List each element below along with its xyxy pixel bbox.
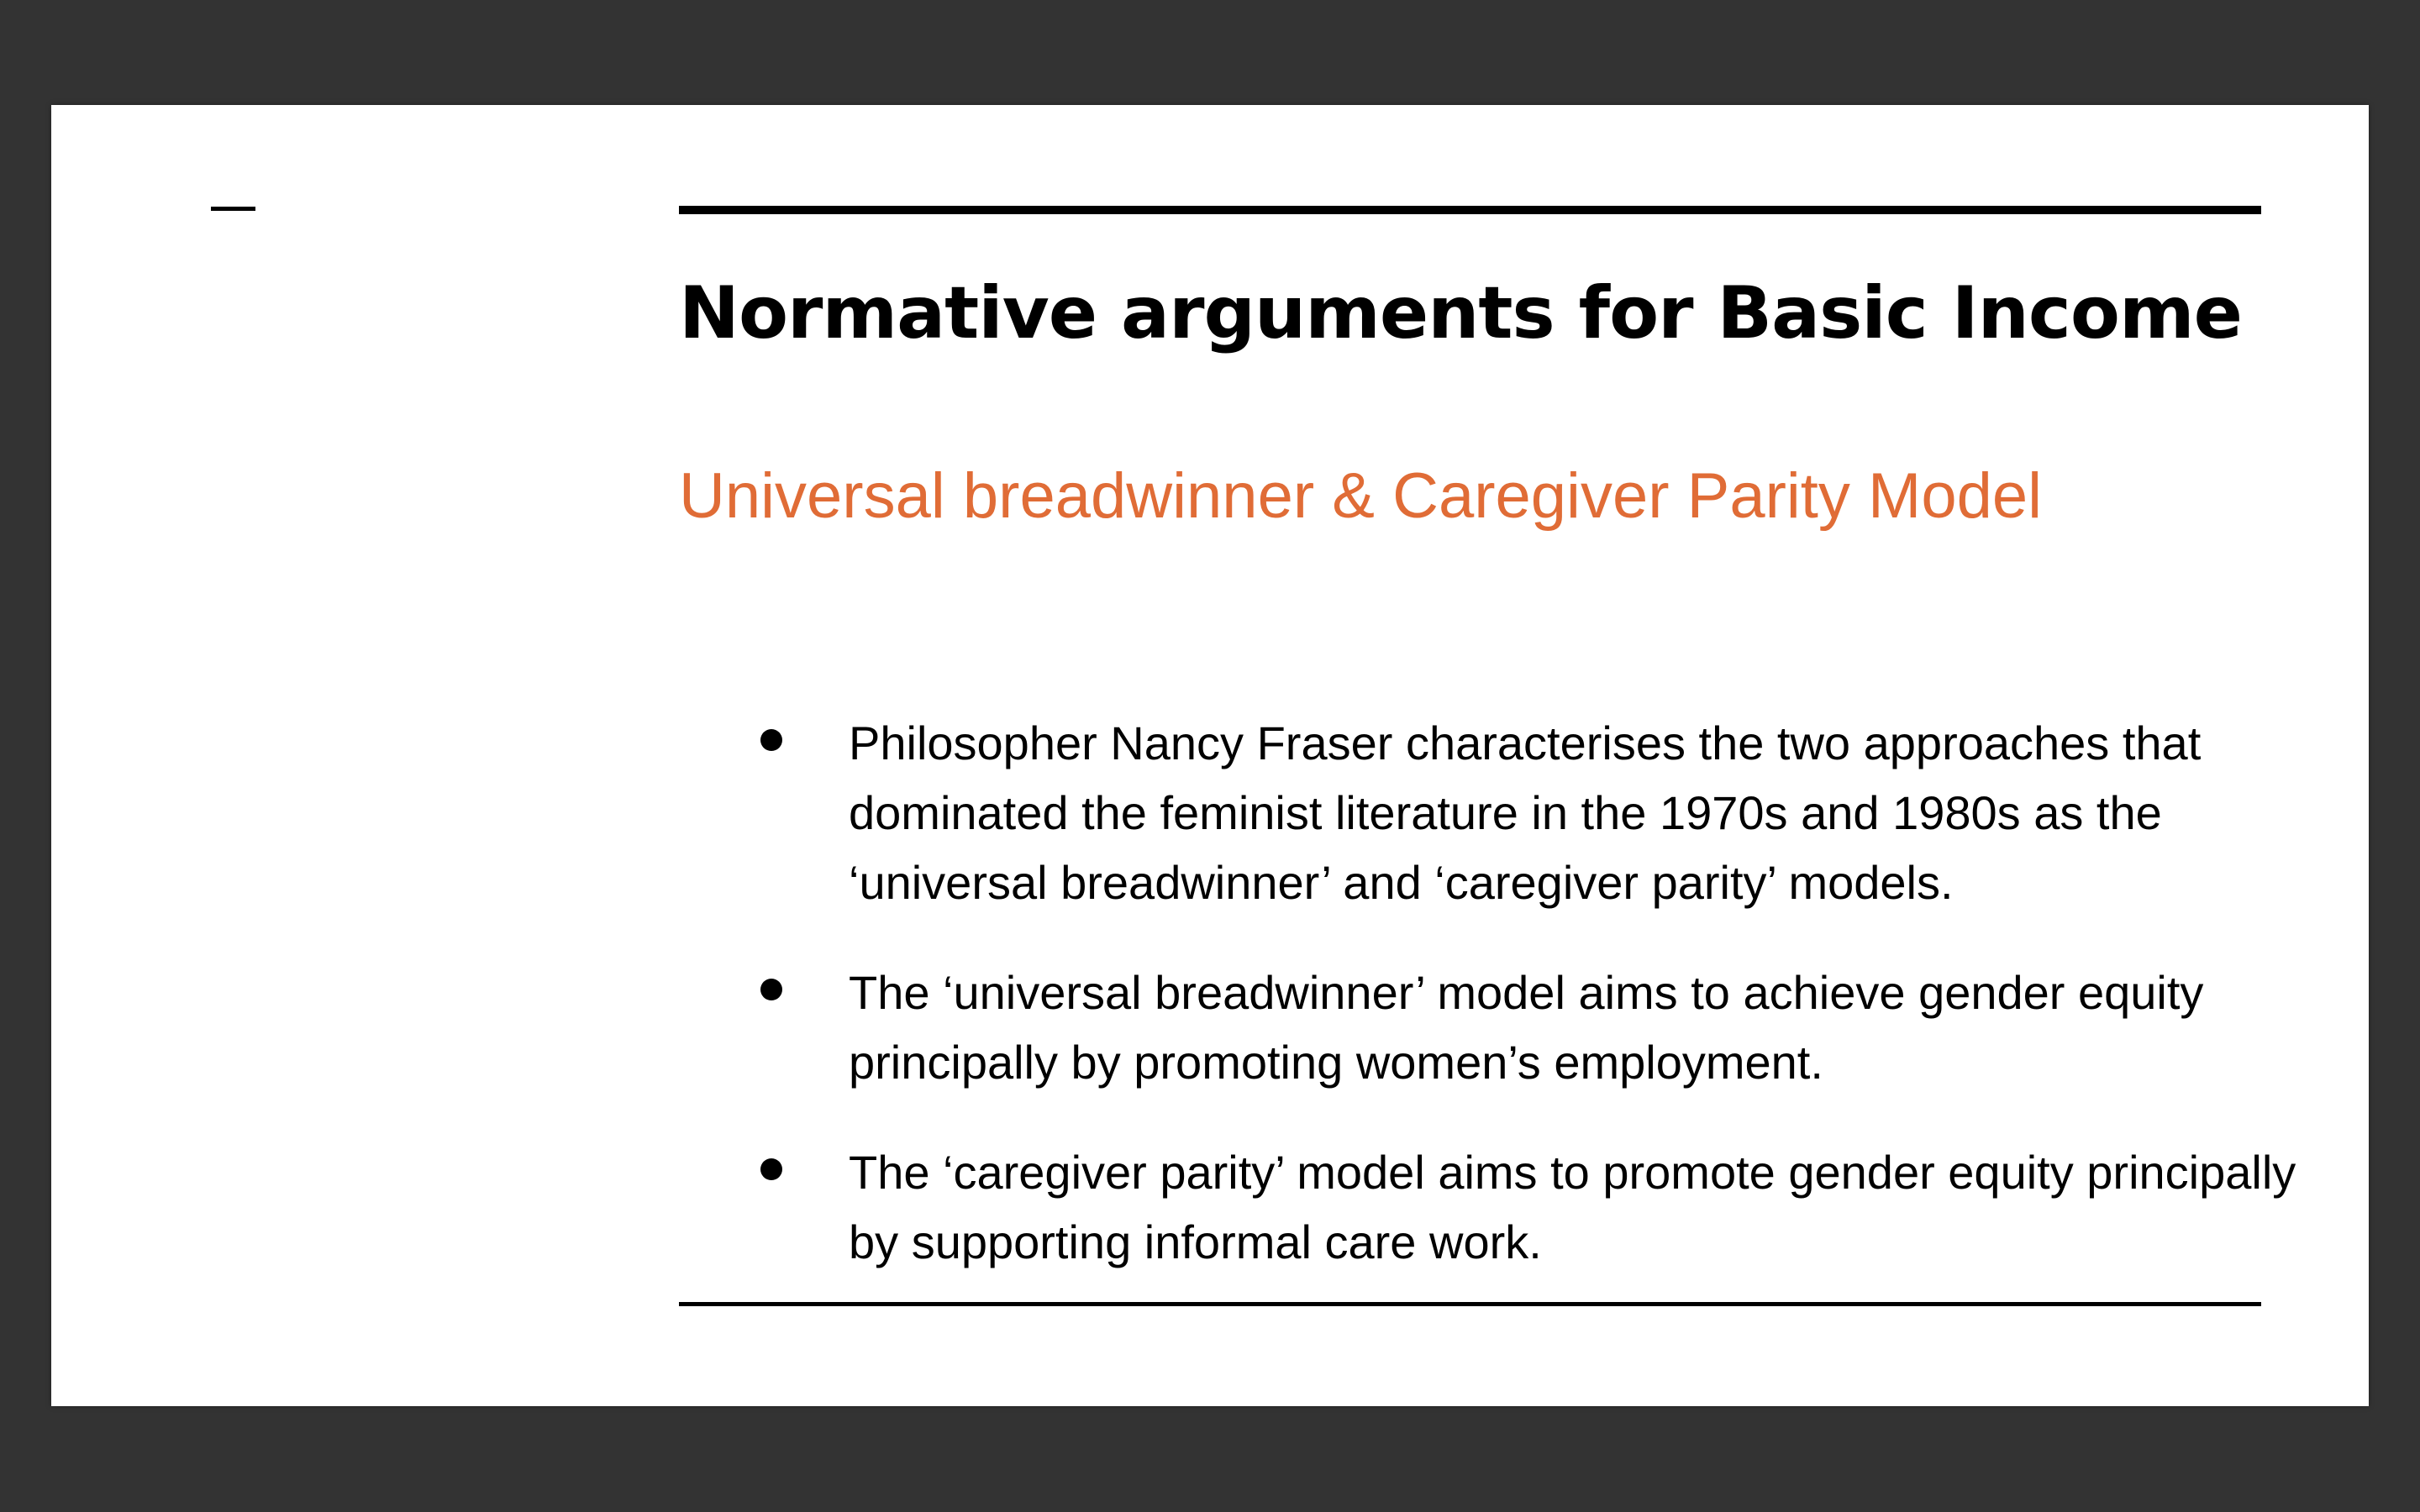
bullet-dot-icon [760,729,782,751]
bullet-text: The ‘universal breadwinner’ model aims to achieve gender equity principally by promoting women’s employment. [849,966,2204,1089]
bullet-item [679,958,2317,1097]
corner-dash-decoration [211,207,255,211]
bottom-rule [679,1302,2261,1306]
bullet-dot-icon [760,979,782,1000]
bullet-text: The ‘caregiver parity’ model aims to promote gender equity principally by supporting informal care work. [849,1146,2296,1268]
bullet-dot-icon [760,1158,782,1180]
slide[interactable] [51,105,2369,1406]
bullet-list [679,708,2317,1317]
top-rule [679,206,2261,214]
bullet-item [679,708,2317,917]
bullet-text: Philosopher Nancy Fraser characterises the two approaches that dominated the feminist literature in the 1970s and 1980s as the ‘universal breadwinner’ and ‘caregiver parity’ models. [849,717,2202,909]
slide-title: Normative arguments for Basic Income [679,271,2242,355]
slide-subtitle: Universal breadwinner & Caregiver Parity Model [679,460,2043,532]
bullet-item [679,1137,2317,1277]
